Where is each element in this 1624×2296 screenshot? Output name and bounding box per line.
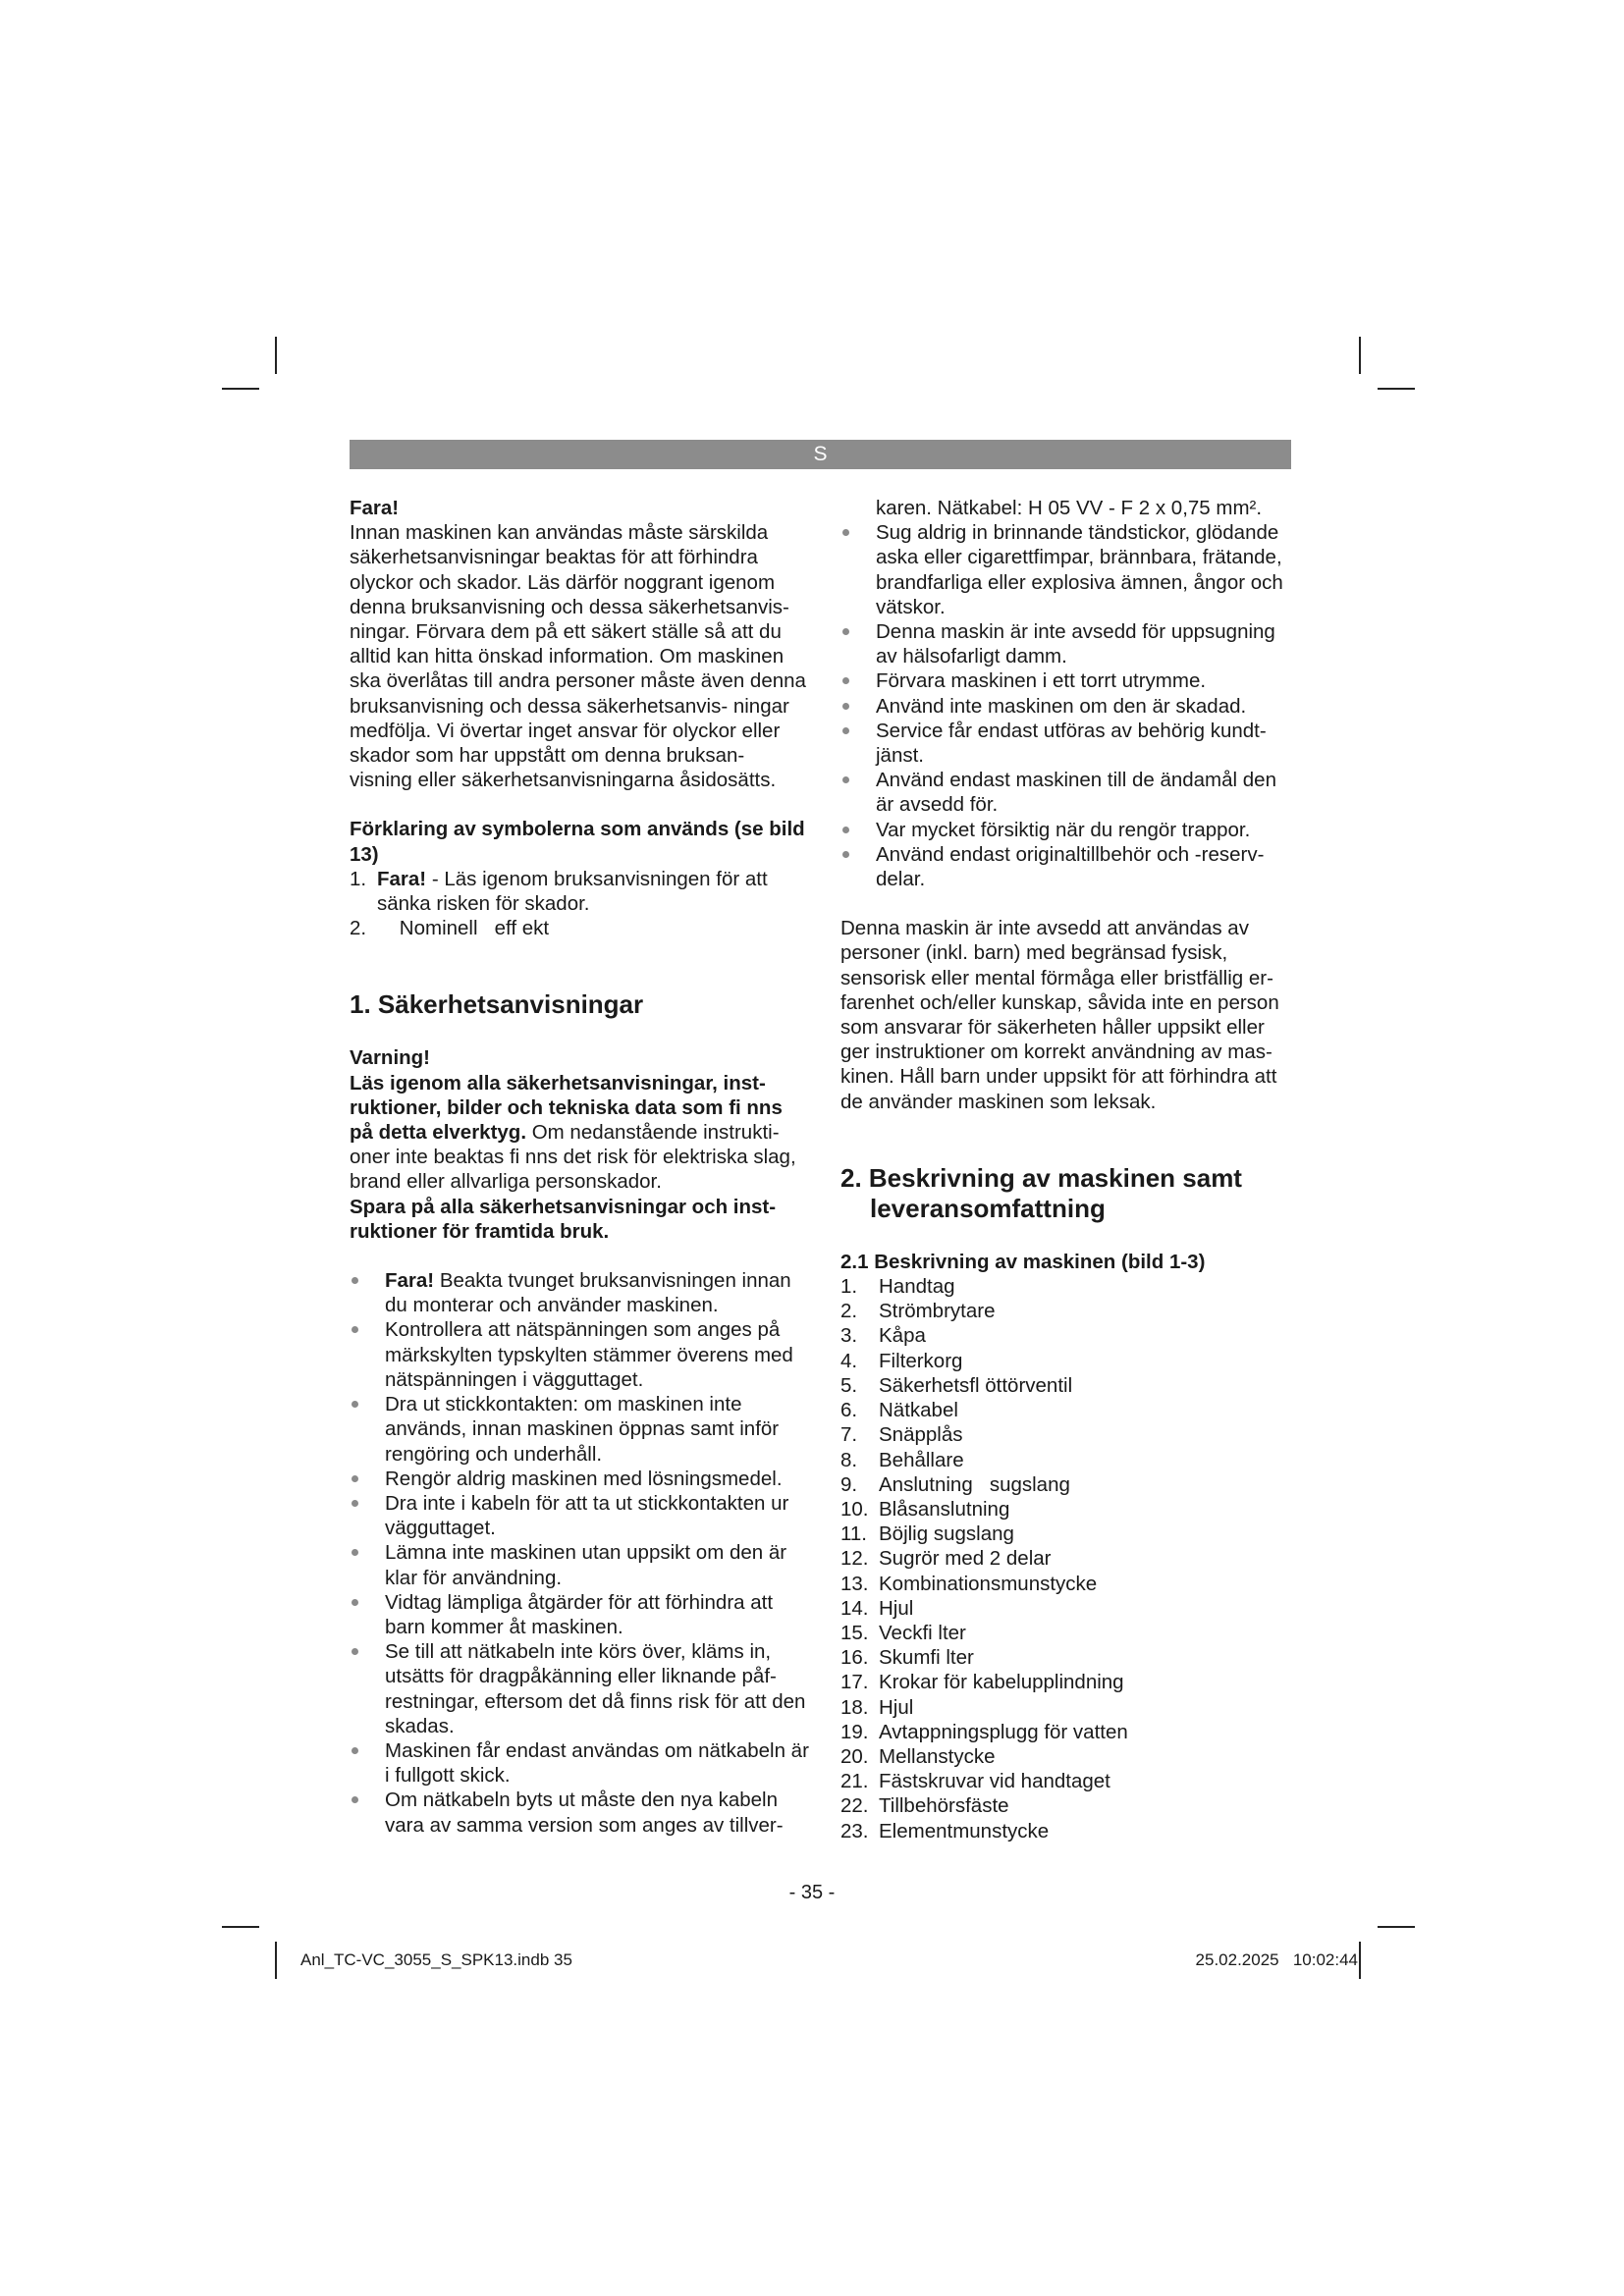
- list-item: 22. Tillbehörsfäste: [840, 1794, 1009, 1818]
- list-item: 6. Nätkabel: [840, 1399, 958, 1422]
- list-item: 12. Sugrör med 2 delar: [840, 1547, 1052, 1571]
- section-2-1-title: 2.1 Beskrivning av maskinen (bild 1-3): [840, 1250, 1206, 1273]
- file-info: Anl_TC-VC_3055_S_SPK13.indb 35: [300, 1950, 572, 1969]
- section-2-title: 2. Beskrivning av maskinen samt: [840, 1162, 1242, 1193]
- list-item: 23. Elementmunstycke: [840, 1819, 1050, 1842]
- crop-mark: [275, 1942, 277, 1979]
- list-item: 1. Fara! - Läs igenom bruksanvisningen för att sänka risken för skador.: [350, 867, 768, 916]
- crop-mark: [1378, 1926, 1415, 1928]
- list-item: Lämna inte maskinen utan uppsikt om den är klar för användning.: [350, 1540, 809, 1589]
- list-item: 15. Veckfi lter: [840, 1621, 966, 1644]
- print-timestamp: [1196, 1950, 1358, 1970]
- crop-mark: [1359, 1942, 1361, 1979]
- list-item: 11. Böjlig sugslang: [840, 1522, 1014, 1546]
- list-item: 1. Handtag: [840, 1275, 955, 1299]
- page-number: - 35 -: [788, 1882, 836, 1903]
- print-date: 25.02.2025: [1195, 1950, 1279, 1969]
- list-item: Var mycket försiktig när du rengör trappor.: [840, 818, 1298, 842]
- list-item: 3. Kåpa: [840, 1324, 926, 1348]
- list-item: 5. Säkerhetsfl öttörventil: [840, 1373, 1073, 1397]
- list-item: Dra inte i kabeln för att ta ut stickkontakten ur vägguttaget.: [350, 1491, 809, 1540]
- list-item: Vidtag lämpliga åtgärder för att förhindra att barn kommer åt maskinen.: [350, 1590, 809, 1639]
- notice-paragraph: Denna maskin är inte avsedd att användas av personer (inkl. barn) med begränsad fysisk, sensorisk eller mental förmåga eller bristfällig er- farenhet och/eller kunskap, såvida inte en person som ansvarar för säkerheten håller uppsikt eller ger instruktioner om korrekt användning av mas- kinen. Håll barn under uppsikt för att förhindra att de använder maskinen som leksak.: [840, 917, 1279, 1113]
- usage-bullet-list: [840, 520, 1298, 891]
- list-item: 4. Filterkorg: [840, 1349, 963, 1372]
- list-item: Denna maskin är inte avsedd för uppsugning av hälsofarligt damm.: [840, 619, 1298, 668]
- danger-text: Innan maskinen kan användas måste särskilda säkerhetsanvisningar beaktas för att förhindra olyckor och skador. Läs därför noggrant igenom denna bruksanvisning och dessa säkerhetsanvis- ningar. Förvara dem på ett säkert ställe så att du alltid kan hitta önskad information. Om maskinen ska överlåtas till andra personer måste även denna bruksanvisning och dessa säkerhetsanvis- ningar medfölja. Vi övertar inget ansvar för olyckor eller skador som har uppstått om denna bruksan- visning eller säkerhetsanvisningarna åsidosätts.: [350, 521, 806, 792]
- list-item: 20. Mellanstycke: [840, 1744, 996, 1768]
- language-header-bar: [350, 440, 1291, 469]
- list-item: 19. Avtappningsplugg för vatten: [840, 1720, 1128, 1743]
- warning-paragraph: Läs igenom alla säkerhetsanvisningar, inst- ruktioner, bilder och tekniska data som fi nns på detta elverktyg. Om nedanstående instrukti- oner inte beaktas fi nns det risk för elektriska slag, brand eller allvarliga personskador.: [350, 1071, 796, 1194]
- list-item: Förvara maskinen i ett torrt utrymme.: [840, 668, 1298, 693]
- list-item: Rengör aldrig maskinen med lösningsmedel.: [350, 1467, 809, 1491]
- symbols-list: [350, 867, 809, 941]
- symbols-title: Förklaring av symbolerna som används (se bild 13): [350, 818, 805, 866]
- list-item: Om nätkabeln byts ut måste den nya kabeln vara av samma version som anges av tillver-: [350, 1788, 809, 1837]
- list-item: 7. Snäpplås: [840, 1423, 963, 1447]
- crop-mark: [1359, 337, 1361, 374]
- list-item: Använd endast originaltillbehör och -reserv- delar.: [840, 842, 1298, 891]
- list-item: 9. Anslutning sugslang: [840, 1472, 1070, 1496]
- section-2-title-continued: leveransomfattning: [870, 1193, 1106, 1223]
- list-item: Använd inte maskinen om den är skadad.: [840, 694, 1298, 719]
- crop-mark: [1378, 388, 1415, 390]
- danger-title: Fara!: [350, 497, 400, 519]
- list-item: 21. Fästskruvar vid handtaget: [840, 1770, 1110, 1793]
- keep-instructions: Spara på alla säkerhetsanvisningar och inst- ruktioner för framtida bruk.: [350, 1195, 777, 1243]
- list-item: Använd endast maskinen till de ändamål den är avsedd för.: [840, 768, 1298, 817]
- print-time: 10:02:44: [1292, 1950, 1358, 1969]
- parts-list: [840, 1274, 1298, 1843]
- list-item: Fara! Beakta tvunget bruksanvisningen innan du monterar och använder maskinen.: [350, 1268, 809, 1317]
- safety-bullet-list: [350, 1268, 809, 1838]
- list-item: 8. Behållare: [840, 1448, 964, 1471]
- crop-mark: [222, 388, 259, 390]
- left-column: [350, 496, 809, 1838]
- list-item: 2. Strömbrytare: [840, 1300, 996, 1323]
- list-item: Sug aldrig in brinnande tändstickor, glödande aska eller cigarettfimpar, brännbara, frätande, brandfarliga eller explosiva ämnen, ångor och vätskor.: [840, 520, 1298, 619]
- crop-mark: [222, 1926, 259, 1928]
- section-1-title: 1. Säkerhetsanvisningar: [350, 989, 644, 1020]
- list-item: Se till att nätkabeln inte körs över, kläms in, utsätts för dragpåkänning eller liknande påf- restningar, eftersom det då finns risk för att den skadas.: [350, 1639, 809, 1738]
- right-column: [840, 496, 1298, 1843]
- continued-text: karen. Nätkabel: H 05 VV - F 2 x 0,75 mm².: [876, 497, 1263, 519]
- language-code: S: [813, 443, 828, 465]
- list-item: Maskinen får endast användas om nätkabeln är i fullgott skick.: [350, 1738, 809, 1788]
- list-item: 18. Hjul: [840, 1695, 914, 1719]
- list-item: 2. Nominell eff ekt: [350, 917, 550, 940]
- crop-mark: [275, 337, 277, 374]
- list-item: Kontrollera att nätspänningen som anges på märkskylten typskylten stämmer överens med nätspänningen i vägguttaget.: [350, 1317, 809, 1392]
- list-item: 16. Skumfi lter: [840, 1646, 974, 1670]
- list-item: 13. Kombinationsmunstycke: [840, 1572, 1098, 1595]
- list-item: 10. Blåsanslutning: [840, 1497, 1010, 1521]
- list-item: 17. Krokar för kabelupplindning: [840, 1671, 1124, 1694]
- warning-title: Varning!: [350, 1046, 431, 1070]
- list-item: Dra ut stickkontakten: om maskinen inte används, innan maskinen öppnas samt inför rengöring och underhåll.: [350, 1392, 809, 1467]
- list-item: Service får endast utföras av behörig kundt- jänst.: [840, 719, 1298, 768]
- list-item: 14. Hjul: [840, 1596, 914, 1620]
